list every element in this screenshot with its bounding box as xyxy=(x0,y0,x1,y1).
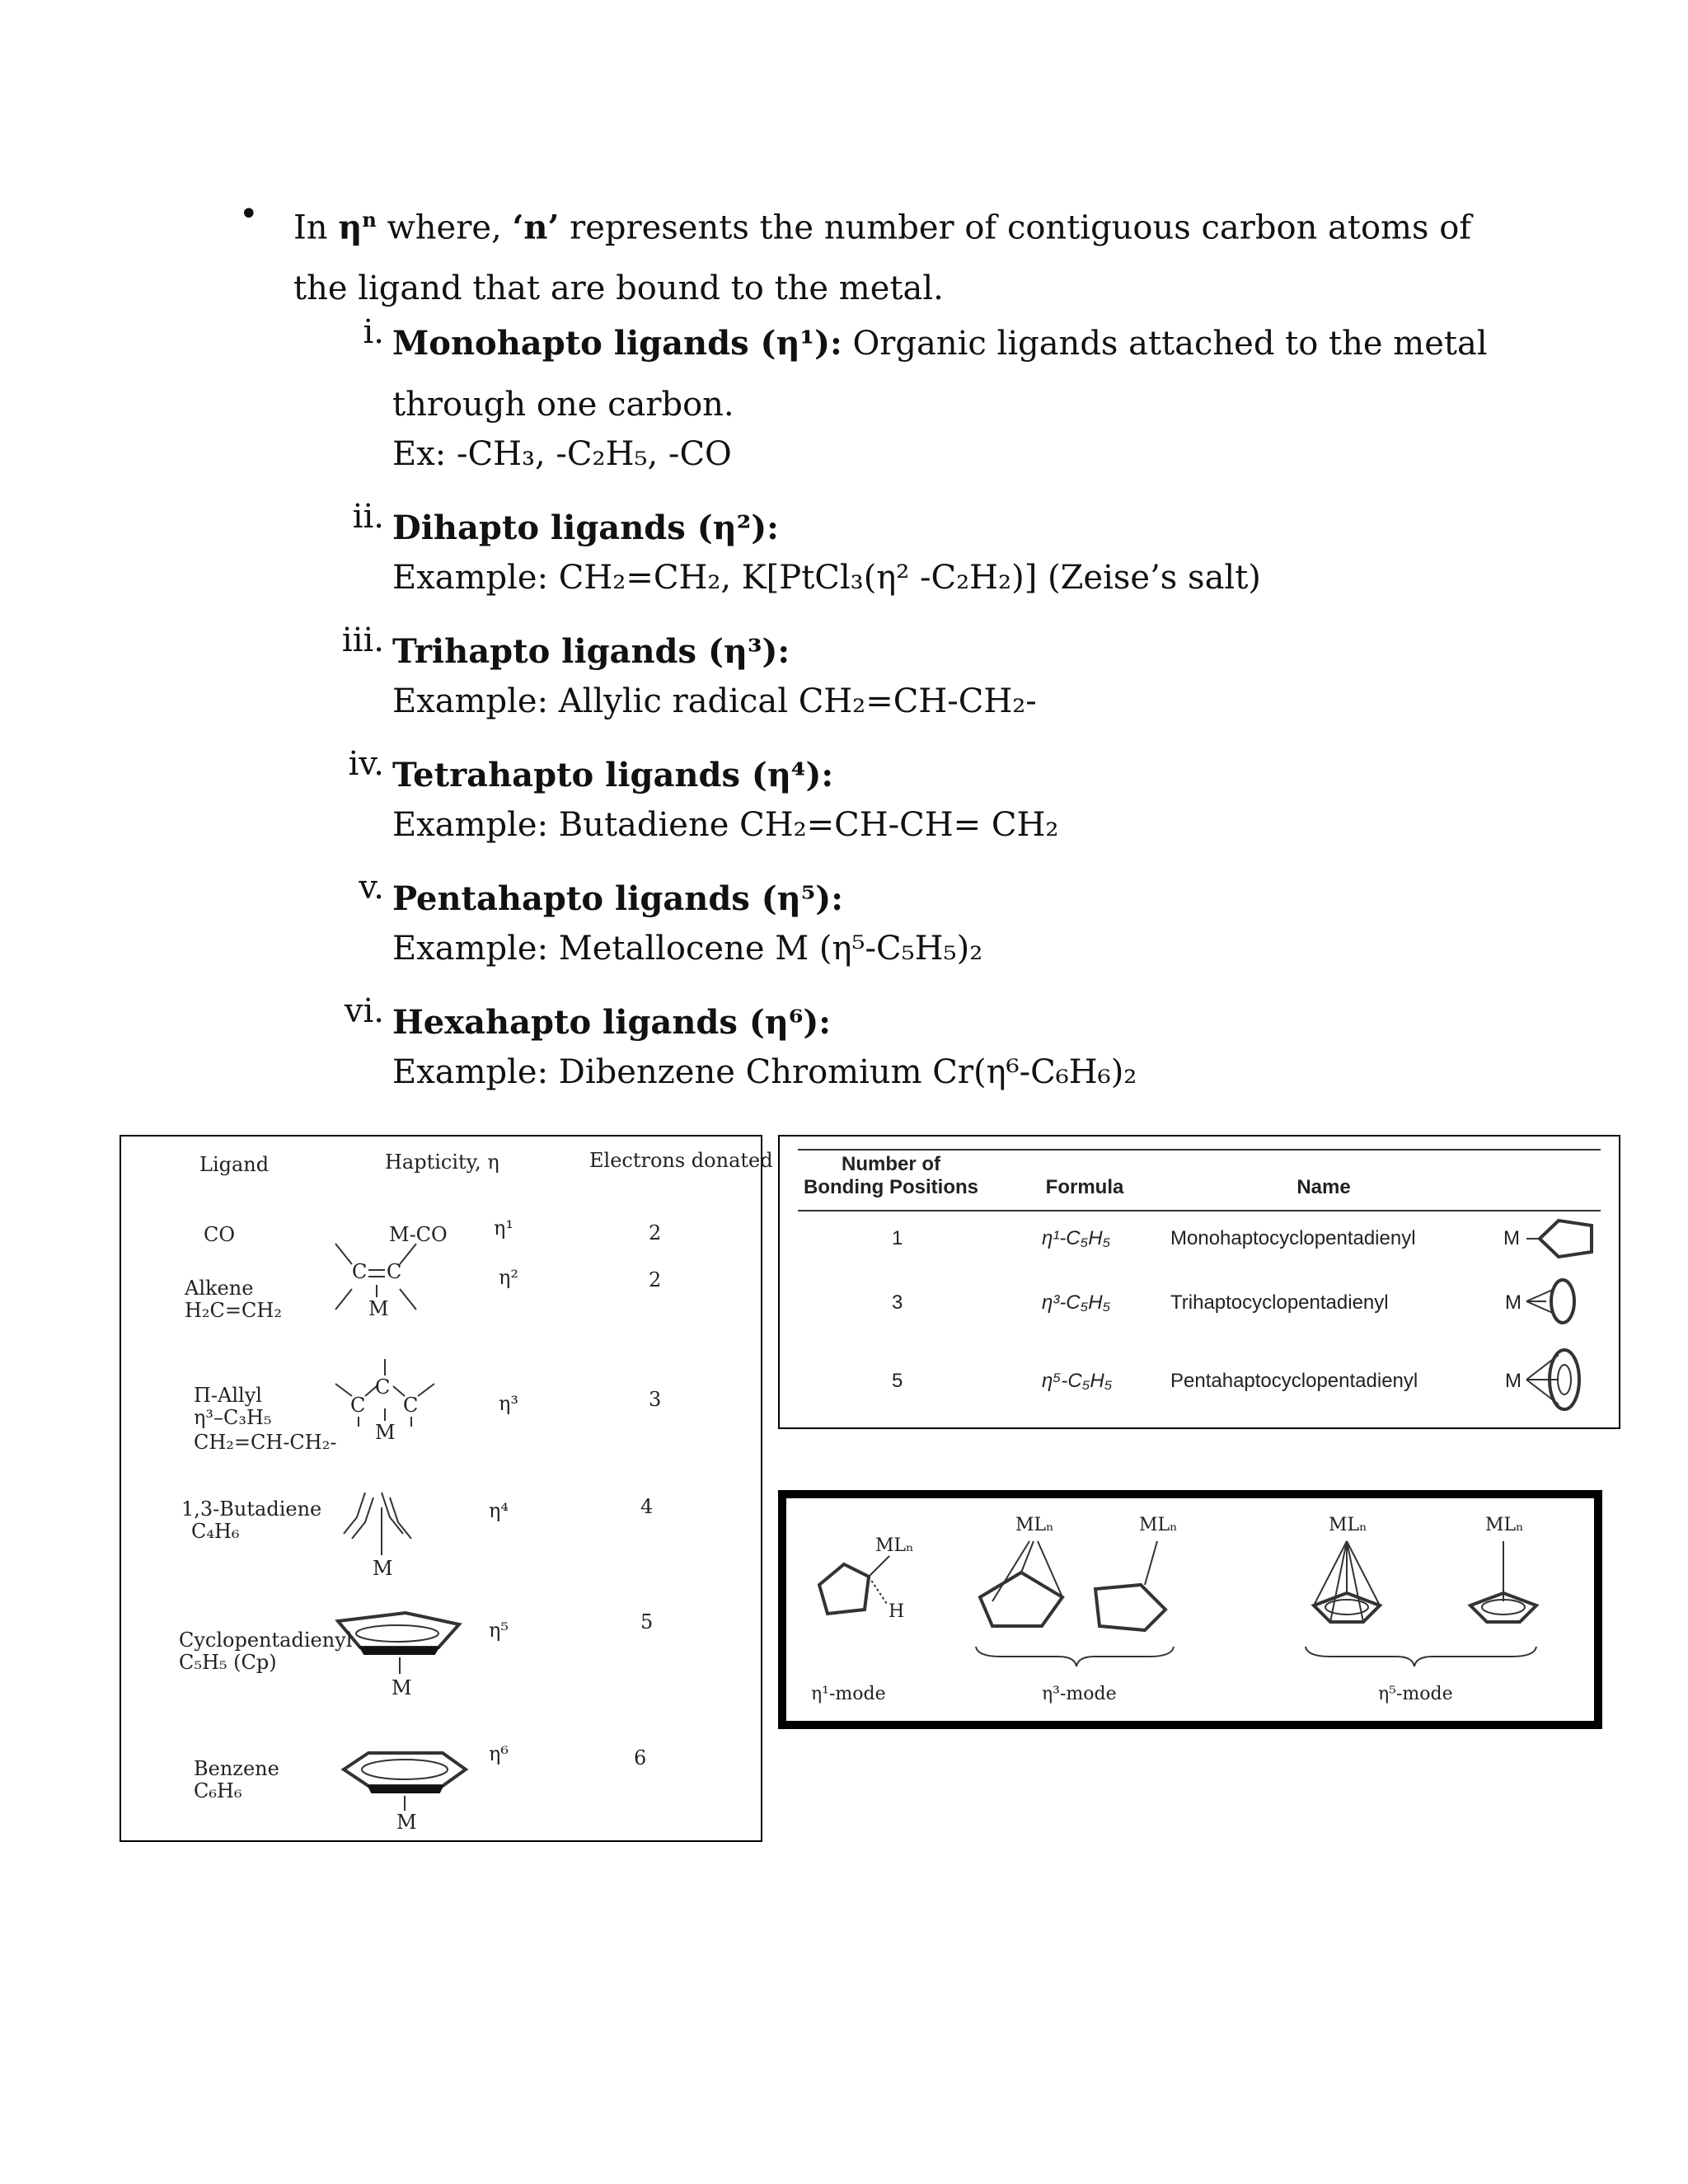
metal-label: M xyxy=(392,1676,412,1699)
hapticity-value: η⁵ xyxy=(489,1619,509,1642)
item-example: Ex: -CH₃, -C₂H₅, -CO xyxy=(392,435,732,473)
hapticity-value: η⁶ xyxy=(489,1742,509,1765)
item-heading xyxy=(392,869,1522,930)
cp-ring-base xyxy=(360,1647,438,1654)
ligand-name: Π-Allyl xyxy=(194,1384,262,1407)
item-heading xyxy=(392,313,1522,435)
butadiene-chain xyxy=(390,1497,411,1539)
cp-ring-eta5b-circle xyxy=(1482,1600,1525,1615)
item-title: Tetrahapto ligands (η⁴): xyxy=(392,756,834,794)
item-heading xyxy=(392,992,1522,1053)
ligand-name: Alkene xyxy=(185,1277,254,1300)
item-heading xyxy=(392,745,1522,806)
eta-symbol: η xyxy=(338,208,363,247)
alkene-bond xyxy=(400,1289,416,1310)
positions-value: 1 xyxy=(892,1227,903,1249)
cp-modes-drawing xyxy=(786,1498,1594,1721)
item-title: Pentahapto ligands (η⁵): xyxy=(392,879,843,918)
item-example: Example: Allylic radical CH₂=CH-CH₂- xyxy=(392,682,1037,720)
col-header-electrons: Electrons donated xyxy=(589,1149,773,1172)
electrons-value: 2 xyxy=(649,1268,662,1291)
item-number: iv. xyxy=(348,745,384,783)
intro-text-c: represents the number of contiguous carbon atoms of the ligand that are bound to the metal. xyxy=(293,209,1472,308)
ligand-formula: CH₂=CH-CH₂- xyxy=(194,1431,337,1454)
item-number: i. xyxy=(363,313,384,351)
metal-label: M xyxy=(373,1557,393,1580)
item-example: Example: CH₂=CH₂, K[PtCl₃(η² -C₂H₂)] (Zeise’s salt) xyxy=(392,559,1261,597)
ligand-formula: H₂C=CH₂ xyxy=(185,1299,282,1322)
mode-label-eta5: η⁵-mode xyxy=(1378,1684,1453,1704)
bullet-marker: • xyxy=(239,195,259,233)
name-value: Pentahaptocyclopentadienyl xyxy=(1170,1370,1418,1392)
ligand-structure-label: M-CO xyxy=(389,1223,448,1246)
ml-label: MLₙ xyxy=(1329,1515,1367,1535)
atom-label: C xyxy=(375,1376,391,1399)
atom-label: C xyxy=(352,1260,368,1283)
ml-label: MLₙ xyxy=(1139,1515,1178,1535)
atom-label: C xyxy=(403,1394,419,1417)
butadiene-chain xyxy=(344,1493,365,1534)
cp-ring-eta1 xyxy=(819,1564,869,1614)
item-heading xyxy=(392,498,1522,559)
item-description: Organic ligands attached to the metal through one carbon. xyxy=(392,325,1488,424)
intro-paragraph xyxy=(293,190,1513,319)
item-example: Example: Metallocene M (η⁵-C₅H₅)₂ xyxy=(392,930,983,968)
alkene-bond xyxy=(335,1244,352,1264)
item-example: Example: Butadiene CH₂=CH-CH= CH₂ xyxy=(392,806,1059,844)
name-value: Trihaptocyclopentadienyl xyxy=(1170,1291,1389,1314)
cp-ring-eta3b xyxy=(1095,1585,1165,1630)
butadiene-chain xyxy=(352,1497,373,1539)
butadiene-chain xyxy=(382,1493,403,1534)
item-title: Dihapto ligands (η²): xyxy=(392,509,779,547)
metal-label: M xyxy=(1505,1370,1522,1392)
cp-ring-eta3 xyxy=(1551,1280,1574,1323)
metal-bond xyxy=(1145,1541,1157,1585)
benzene-ring-base xyxy=(368,1786,443,1793)
name-value: Monohaptocyclopentadienyl xyxy=(1170,1227,1416,1249)
eta3-brace xyxy=(976,1647,1174,1666)
cp-ring-eta5a xyxy=(1314,1593,1380,1622)
formula-value: η¹-C₅H₅ xyxy=(1042,1227,1111,1249)
ligand-name: Benzene xyxy=(194,1757,279,1780)
ligand-name: Cyclopentadienyl xyxy=(179,1629,353,1652)
n-quote: ‘n’ xyxy=(512,208,560,247)
electrons-value: 3 xyxy=(649,1388,662,1411)
item-number: iii. xyxy=(341,621,384,659)
ml-label: MLₙ xyxy=(1015,1515,1054,1535)
ml-label: MLₙ xyxy=(875,1535,914,1556)
item-title: Hexahapto ligands (η⁶): xyxy=(392,1003,832,1042)
item-number: vi. xyxy=(344,992,384,1030)
eta5-brace xyxy=(1306,1647,1536,1666)
mode-label-eta1: η¹-mode xyxy=(811,1684,886,1704)
col-header-positions-line1: Number of xyxy=(842,1153,940,1175)
ml-label: MLₙ xyxy=(1485,1515,1524,1535)
formula-value: η⁵-C₅H₅ xyxy=(1042,1370,1113,1392)
metal-label: M xyxy=(1503,1227,1520,1249)
hapticity-value: η⁴ xyxy=(489,1499,509,1522)
col-header-ligand: Ligand xyxy=(199,1153,270,1176)
atom-label: C xyxy=(350,1394,366,1417)
metal-bond xyxy=(992,1541,1029,1601)
eta-superscript: n xyxy=(362,208,377,232)
atom-label: C xyxy=(387,1260,402,1283)
cp-ring-eta3a xyxy=(980,1572,1062,1626)
ligand-name: CO xyxy=(204,1223,236,1246)
ligand-formula: C₄H₆ xyxy=(191,1520,240,1543)
item-heading xyxy=(392,621,1522,682)
item-number: v. xyxy=(359,869,384,907)
metal-label: M xyxy=(368,1297,389,1320)
metal-bond xyxy=(1330,1541,1347,1622)
alkene-bond xyxy=(400,1244,416,1264)
formula-value: η³-C₅H₅ xyxy=(1042,1291,1111,1314)
electrons-value: 6 xyxy=(634,1746,647,1769)
ligand-formula: C₅H₅ (Cp) xyxy=(179,1651,277,1674)
ligand-name: 1,3-Butadiene xyxy=(181,1497,322,1521)
intro-text-a: In xyxy=(293,209,339,247)
col-header-hapticity: Hapticity, η xyxy=(385,1151,499,1174)
cp-ring-eta5-inner xyxy=(1558,1365,1571,1394)
allyl-bond xyxy=(335,1384,352,1396)
positions-value: 3 xyxy=(892,1291,903,1314)
intro-text-b: where, xyxy=(376,209,513,247)
metal-bond xyxy=(869,1556,889,1577)
item-title: Monohapto ligands (η¹): xyxy=(392,324,842,363)
hydrogen-label: H xyxy=(889,1601,905,1622)
electrons-value: 5 xyxy=(640,1610,654,1633)
alkene-bond xyxy=(335,1289,352,1310)
metal-bond xyxy=(1347,1541,1363,1622)
metal-label: M xyxy=(1505,1291,1522,1314)
cp-modes-figure xyxy=(778,1490,1602,1729)
item-title: Trihapto ligands (η³): xyxy=(392,632,790,671)
hapticity-value: η¹ xyxy=(494,1216,513,1240)
allyl-bond xyxy=(418,1384,434,1396)
item-example: Example: Dibenzene Chromium Cr(η⁶-C₆H₆)₂ xyxy=(392,1053,1137,1091)
col-header-name: Name xyxy=(1296,1176,1351,1198)
hapticity-value: η³ xyxy=(499,1392,518,1415)
cp-bonding-table xyxy=(778,1135,1620,1429)
cp-ring-eta1 xyxy=(1540,1221,1592,1257)
metal-label: M xyxy=(396,1811,417,1834)
positions-value: 5 xyxy=(892,1370,903,1392)
item-number: ii. xyxy=(352,498,384,536)
electrons-value: 2 xyxy=(649,1221,662,1244)
ligand-formula: η³–C₃H₅ xyxy=(194,1406,272,1429)
col-header-formula: Formula xyxy=(1045,1176,1124,1198)
hydrogen-bond xyxy=(869,1577,887,1604)
hapticity-value: η² xyxy=(499,1266,518,1289)
ligand-hapticity-figure xyxy=(120,1135,773,1842)
col-header-positions-line2: Bonding Positions xyxy=(804,1176,978,1198)
mode-label-eta3: η³-mode xyxy=(1042,1684,1117,1704)
electrons-value: 4 xyxy=(640,1495,654,1518)
ligand-formula: C₆H₆ xyxy=(194,1779,242,1802)
metal-label: M xyxy=(375,1421,396,1444)
